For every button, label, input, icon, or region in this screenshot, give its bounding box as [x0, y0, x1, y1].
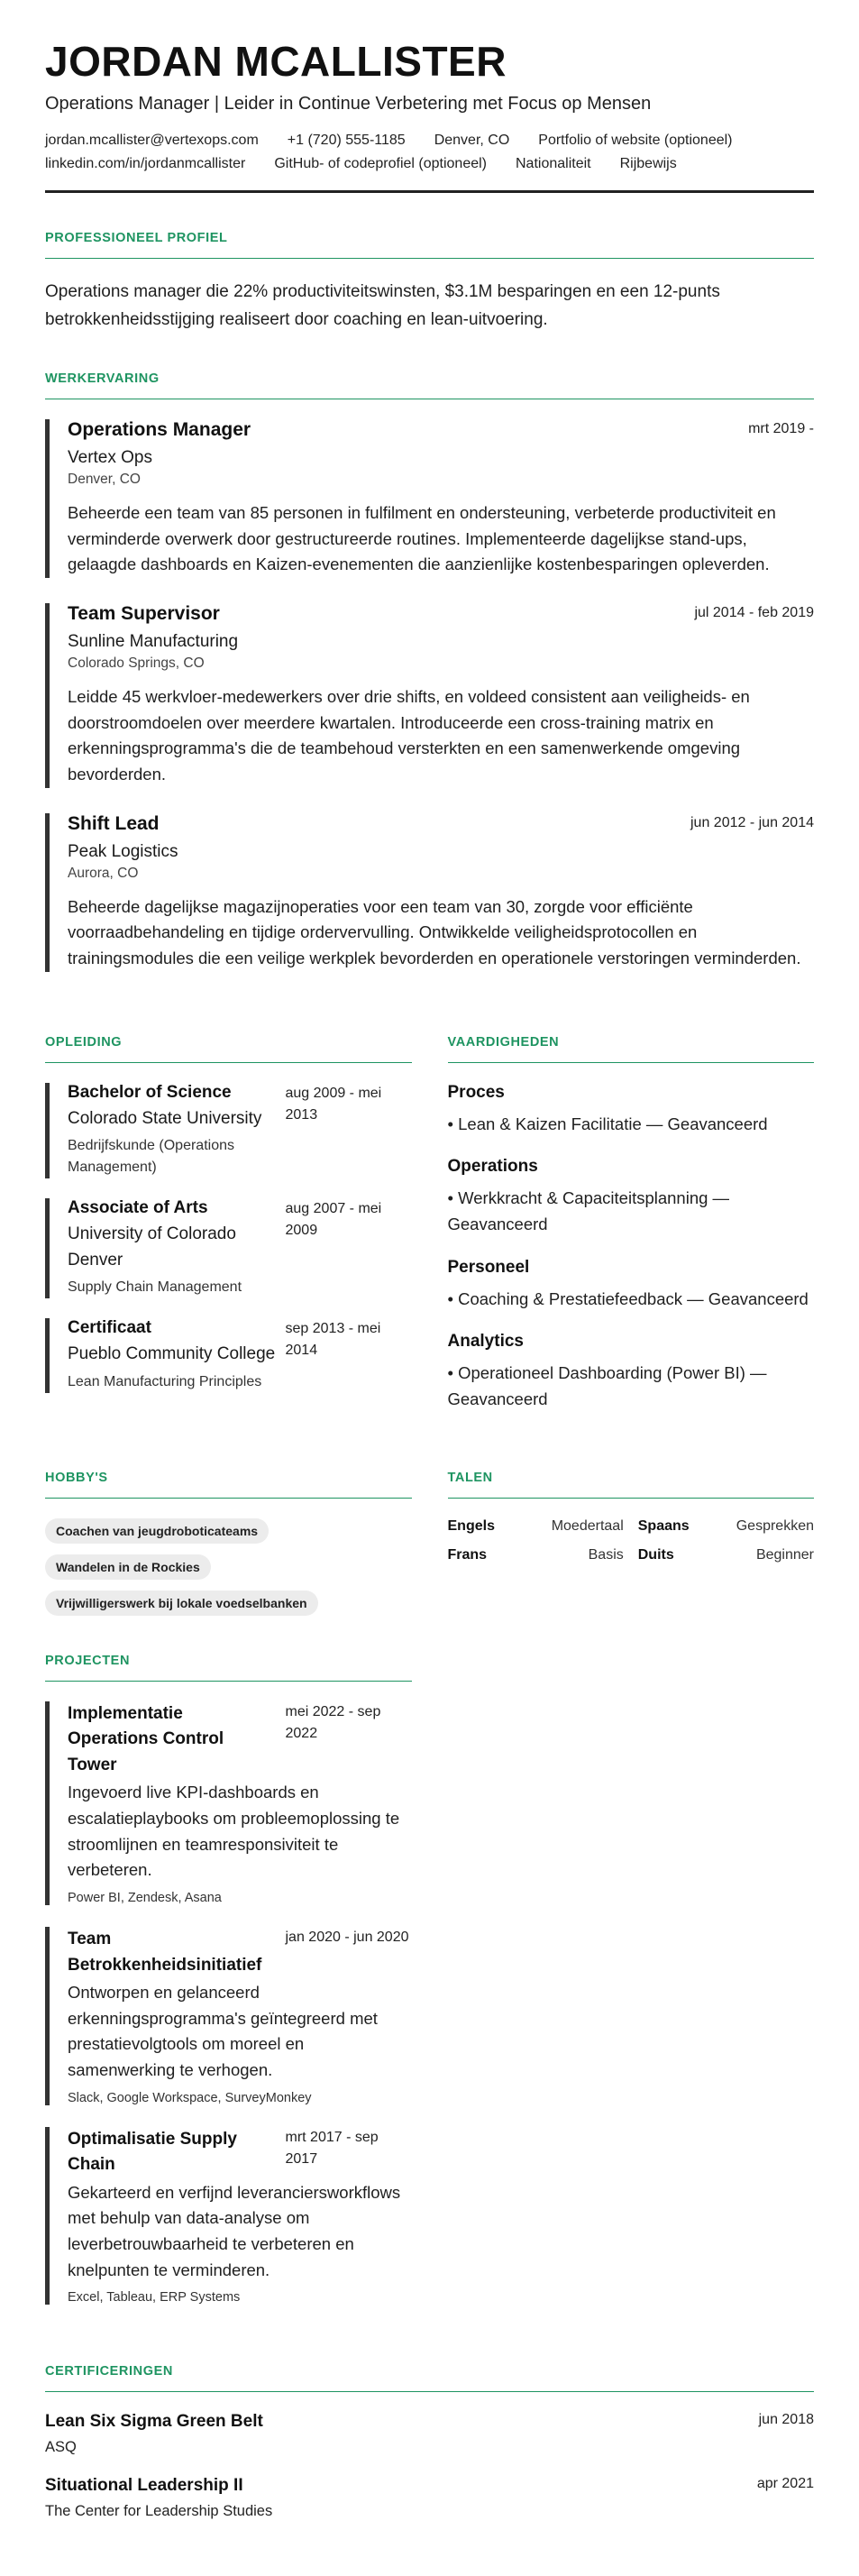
education-entry [45, 1318, 412, 1393]
projects-row [45, 1616, 814, 2327]
section-title: PROJECTEN [45, 1654, 412, 1682]
contact-location: Denver, CO [434, 133, 510, 149]
project-description: Ingevoerd live KPI-dashboards en escalatieplaybooks om probleemoplossing te stroomlijnen en teamresponsiviteit te verbeteren. [68, 1783, 400, 1880]
certification-issuer: ASQ [45, 2439, 77, 2456]
job-title: Team Supervisor [68, 603, 220, 625]
section-title: PROFESSIONEEL PROFIEL [45, 231, 814, 259]
job-company: Peak Logistics [68, 841, 178, 861]
certification-issuer: The Center for Leadership Studies [45, 2503, 273, 2520]
project-tech: Slack, Google Workspace, SurveyMonkey [68, 2090, 312, 2105]
header-divider [45, 190, 814, 193]
language-level: Gesprekken [736, 1517, 814, 1534]
certification-date: jun 2018 [758, 2412, 814, 2428]
contact-linkedin[interactable]: linkedin.com/in/jordanmcallister [45, 156, 246, 172]
skill-category: Analytics [447, 1332, 524, 1352]
education-school: Pueblo Community College [68, 1344, 276, 1364]
skills-section [448, 1035, 815, 1413]
job-company: Sunline Manufacturing [68, 632, 239, 652]
job-description: Leidde 45 werkvloer-medewerkers over drie shifts, en voldeed consistent aan veiligheids- en doorstroomdoelen over meerdere kwartalen. Introduceerde een cross-training matrix en erkenningsprogramma's die de teambehoud versterkten en een samenwerkende omgeving bevorderden. [68, 687, 750, 784]
education-degree: Certificaat [68, 1318, 151, 1338]
section-title: OPLEIDING [45, 1035, 412, 1063]
contact-info [45, 133, 814, 172]
job-location: Denver, CO [68, 472, 141, 488]
project-title: Team Betrokkenheidsinitiatief [68, 1930, 262, 1975]
skill-item: • Coaching & Prestatiefeedback — Geavanceerd [447, 1288, 809, 1308]
skill-category: Personeel [447, 1257, 530, 1277]
job-title: Operations Manager [68, 419, 251, 441]
section-title: HOBBY'S [45, 1471, 412, 1499]
certification-date: apr 2021 [756, 2476, 814, 2492]
education-skills-row [45, 997, 814, 1433]
hobby-chip: Coachen van jeugdroboticateams [45, 1518, 269, 1544]
contact-portfolio[interactable]: Portfolio of website (optioneel) [538, 133, 733, 149]
contact-phone[interactable]: +1 (720) 555-1185 [287, 133, 406, 149]
projects-section [45, 1654, 412, 2306]
project-dates: jan 2020 - jun 2020 [285, 1930, 409, 1946]
hobby-chip: Wandelen in de Rockies [45, 1554, 211, 1580]
language-name: Engels [447, 1517, 495, 1534]
contact-email[interactable]: jordan.mcallister@vertexops.com [45, 133, 259, 149]
language-level: Moedertaal [551, 1517, 624, 1534]
language-name: Duits [637, 1546, 674, 1563]
project-entry [45, 2127, 412, 2306]
language-item [638, 1547, 814, 1563]
project-description: Ontworpen en gelanceerd erkenningsprogramma's geïntegreerd met prestatievolgtools om moreel en samenwerking te verhogen. [68, 1983, 378, 2080]
education-degree: Bachelor of Science [68, 1082, 232, 1102]
languages-section [448, 1471, 815, 1563]
project-entry [45, 1927, 412, 2105]
job-entry [45, 813, 814, 972]
job-description: Beheerde dagelijkse magazijnoperaties voor een team van 30, zorgde voor efficiënte voorraadbehandeling en tijdige ordervervulling. Ontwikkelde veiligheidsprotocollen en trainingsmodules die een veilige werkplek bevorderden en operationele verstoringen verminderden. [68, 896, 801, 968]
experience-section [45, 371, 814, 972]
contact-github[interactable]: GitHub- of codeprofiel (optioneel) [274, 156, 487, 172]
section-title: VAARDIGHEDEN [448, 1035, 815, 1063]
certification-entry [45, 2476, 814, 2520]
job-entry [45, 419, 814, 578]
hobby-chip: Vrijwilligerswerk bij lokale voedselbanken [45, 1591, 318, 1616]
job-dates: jul 2014 - feb 2019 [694, 605, 814, 621]
job-location: Colorado Springs, CO [68, 655, 205, 672]
education-dates: sep 2013 - mei 2014 [285, 1321, 381, 1359]
section-title: WERKERVARING [45, 371, 814, 399]
certification-name: Lean Six Sigma Green Belt [45, 2412, 263, 2432]
job-company: Vertex Ops [68, 448, 152, 468]
skill-item: • Operationeel Dashboarding (Power BI) — Geavanceerd [447, 1363, 767, 1409]
certification-name: Situational Leadership II [45, 2476, 243, 2496]
language-item [448, 1547, 624, 1563]
project-dates: mei 2022 - sep 2022 [285, 1703, 381, 1741]
project-tech: Power BI, Zendesk, Asana [68, 1891, 222, 1906]
hobbies-section [45, 1471, 412, 1616]
profile-section [45, 231, 814, 334]
job-description: Beheerde een team van 85 personen in fulfilment en ondersteuning, verbeterde productiviteit en verminderde overwerk door gestructureerde routines. Implementeerde dagelijkse stand-ups, gelaagde dashboards en Kaizen-evenementen die aanzienlijke kostenbesparingen opleverden. [68, 503, 776, 574]
skill-group [448, 1332, 815, 1412]
education-entry [45, 1083, 412, 1179]
candidate-name: JORDAN MCALLISTER [45, 38, 507, 85]
profile-summary: Operations manager die 22% productiviteitswinsten, $3.1M besparingen en een 12-punts betrokkenheidsstijging realiseert door coaching en lean-uitvoering. [45, 282, 720, 329]
education-entry [45, 1198, 412, 1298]
job-dates: jun 2012 - jun 2014 [690, 814, 814, 830]
job-location: Aurora, CO [68, 865, 139, 881]
education-school: University of Colorado Denver [68, 1224, 236, 1270]
contact-drivers-license: Rijbewijs [619, 156, 677, 172]
language-item [638, 1518, 814, 1535]
certification-entry [45, 2412, 814, 2456]
skill-category: Operations [447, 1157, 538, 1177]
project-dates: mrt 2017 - sep 2017 [285, 2129, 379, 2167]
skill-group [448, 1083, 815, 1138]
headline: Operations Manager | Leider in Continue Verbetering met Focus op Mensen [45, 94, 652, 115]
job-title: Shift Lead [68, 812, 160, 834]
education-field: Lean Manufacturing Principles [68, 1373, 262, 1389]
language-name: Spaans [637, 1517, 690, 1534]
skill-category: Proces [447, 1082, 505, 1102]
education-dates: aug 2009 - mei 2013 [285, 1085, 382, 1123]
project-description: Gekarteerd en verfijnd leveranciersworkflows met behulp van data-analyse om leverbetrouwbaarheid te verbeteren en knelpunten te verminderen. [68, 2182, 401, 2279]
project-tech: Excel, Tableau, ERP Systems [68, 2290, 241, 2306]
project-title: Implementatie Operations Control Tower [68, 1703, 224, 1774]
skill-item: • Werkkracht & Capaciteitsplanning — Geavanceerd [447, 1188, 730, 1234]
language-list [448, 1518, 815, 1563]
certifications-section [45, 2364, 814, 2520]
education-field: Supply Chain Management [68, 1279, 242, 1296]
education-dates: aug 2007 - mei 2009 [285, 1201, 382, 1239]
language-level: Basis [588, 1546, 624, 1563]
hobbies-languages-row [45, 1433, 814, 1616]
project-title: Optimalisatie Supply Chain [68, 2129, 237, 2175]
contact-nationality: Nationaliteit [516, 156, 591, 172]
skill-group [448, 1157, 815, 1237]
hobby-list [45, 1518, 343, 1616]
job-dates: mrt 2019 - [748, 421, 814, 437]
skill-item: • Lean & Kaizen Facilitatie — Geavanceerd [447, 1114, 768, 1133]
skill-group [448, 1258, 815, 1313]
education-section [45, 1035, 412, 1393]
education-field: Bedrijfskunde (Operations Management) [68, 1138, 234, 1176]
language-item [448, 1518, 624, 1535]
language-name: Frans [447, 1546, 488, 1563]
section-title: TALEN [448, 1471, 815, 1499]
project-entry [45, 1701, 412, 1905]
section-title: CERTIFICERINGEN [45, 2364, 814, 2392]
education-school: Colorado State University [68, 1108, 262, 1128]
resume-header [45, 40, 814, 193]
job-entry [45, 603, 814, 788]
language-level: Beginner [755, 1546, 814, 1563]
education-degree: Associate of Arts [68, 1198, 208, 1218]
